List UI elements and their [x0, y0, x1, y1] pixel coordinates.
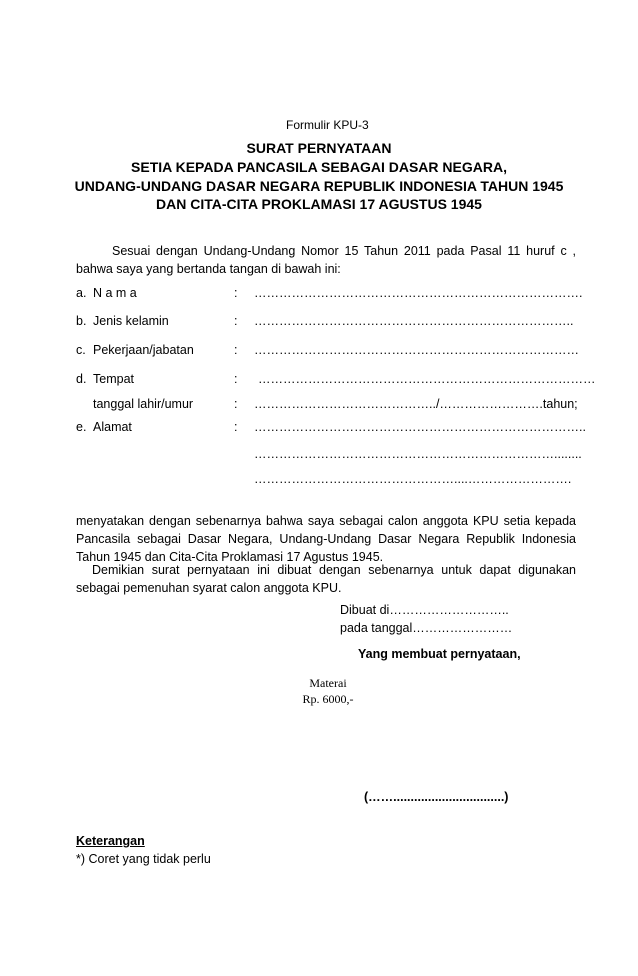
field-fill-line[interactable]: …………………………………………………………………… [254, 343, 579, 357]
materai-label: Materai [309, 676, 347, 690]
field-colon: : [234, 286, 238, 300]
field-label: Tempat [93, 372, 134, 386]
field-colon: : [234, 420, 238, 434]
keterangan-title: Keterangan [76, 834, 145, 848]
document-title: SURAT PERNYATAAN [246, 140, 392, 156]
signer-title: Yang membuat pernyataan, [358, 647, 521, 661]
field-letter: a. [76, 286, 87, 300]
field-fill-line[interactable]: ……………………………………../…………………….tahun; [254, 397, 578, 411]
materai-value: Rp. 6000,- [302, 692, 354, 706]
field-colon: : [234, 397, 238, 411]
signature-line: (……................................) [364, 790, 509, 804]
made-at: Dibuat di……………………….. [340, 603, 509, 617]
intro-paragraph: Sesuai dengan Undang-Undang Nomor 15 Tahun 2011 pada Pasal 11 huruf c , bahwa saya yang bertanda tangan di bawah ini: [76, 244, 576, 276]
field-letter: e. [76, 420, 87, 434]
statement-paragraph: menyatakan dengan sebenarnya bahwa saya sebagai calon anggota KPU setia kepada Pancasila sebagai Dasar Negara, Undang-Undang Dasar Negara Republik Indonesia Tahun 1945 dan Cita-Cita Proklamasi 17 Agustus 1945. [76, 514, 576, 564]
field-colon: : [234, 343, 238, 357]
field-label: Alamat [93, 420, 132, 434]
closing-paragraph: Demikian surat pernyataan ini dibuat dengan sebenarnya untuk dapat digunakan sebagai pemenuhan syarat calon anggota KPU. [76, 563, 576, 595]
field-letter: c. [76, 343, 86, 357]
field-fill-line[interactable]: ……………………………………………………………………. [254, 286, 583, 300]
document-subtitle-line-1: SETIA KEPADA PANCASILA SEBAGAI DASAR NEGARA, [131, 159, 507, 175]
field-fill-line[interactable]: ……………………………………………………………………… [258, 372, 596, 386]
field-alamat-line-3[interactable]: …………………………………………....……………………. [254, 472, 572, 486]
field-label: tanggal lahir/umur [93, 397, 194, 411]
field-colon: : [234, 314, 238, 328]
field-label: Pekerjaan/jabatan [93, 343, 194, 357]
made-on: pada tanggal…………………… [340, 621, 513, 635]
field-fill-line[interactable]: …………………………………………………………………….. [254, 420, 586, 434]
document-subtitle-line-3: DAN CITA-CITA PROKLAMASI 17 AGUSTUS 1945 [156, 196, 482, 212]
keterangan-note: *) Coret yang tidak perlu [76, 852, 211, 866]
field-letter: b. [76, 314, 87, 328]
field-colon: : [234, 372, 238, 386]
form-code: Formulir KPU-3 [286, 118, 369, 132]
field-label: Jenis kelamin [93, 314, 169, 328]
document-subtitle-line-2: UNDANG-UNDANG DASAR NEGARA REPUBLIK INDONESIA TAHUN 1945 [74, 178, 564, 194]
field-label: N a m a [93, 286, 137, 300]
field-letter: d. [76, 372, 87, 386]
field-fill-line[interactable]: ………………………………………………………………….. [254, 314, 574, 328]
field-alamat-line-2[interactable]: ………………………………………………………………........ [254, 447, 582, 461]
